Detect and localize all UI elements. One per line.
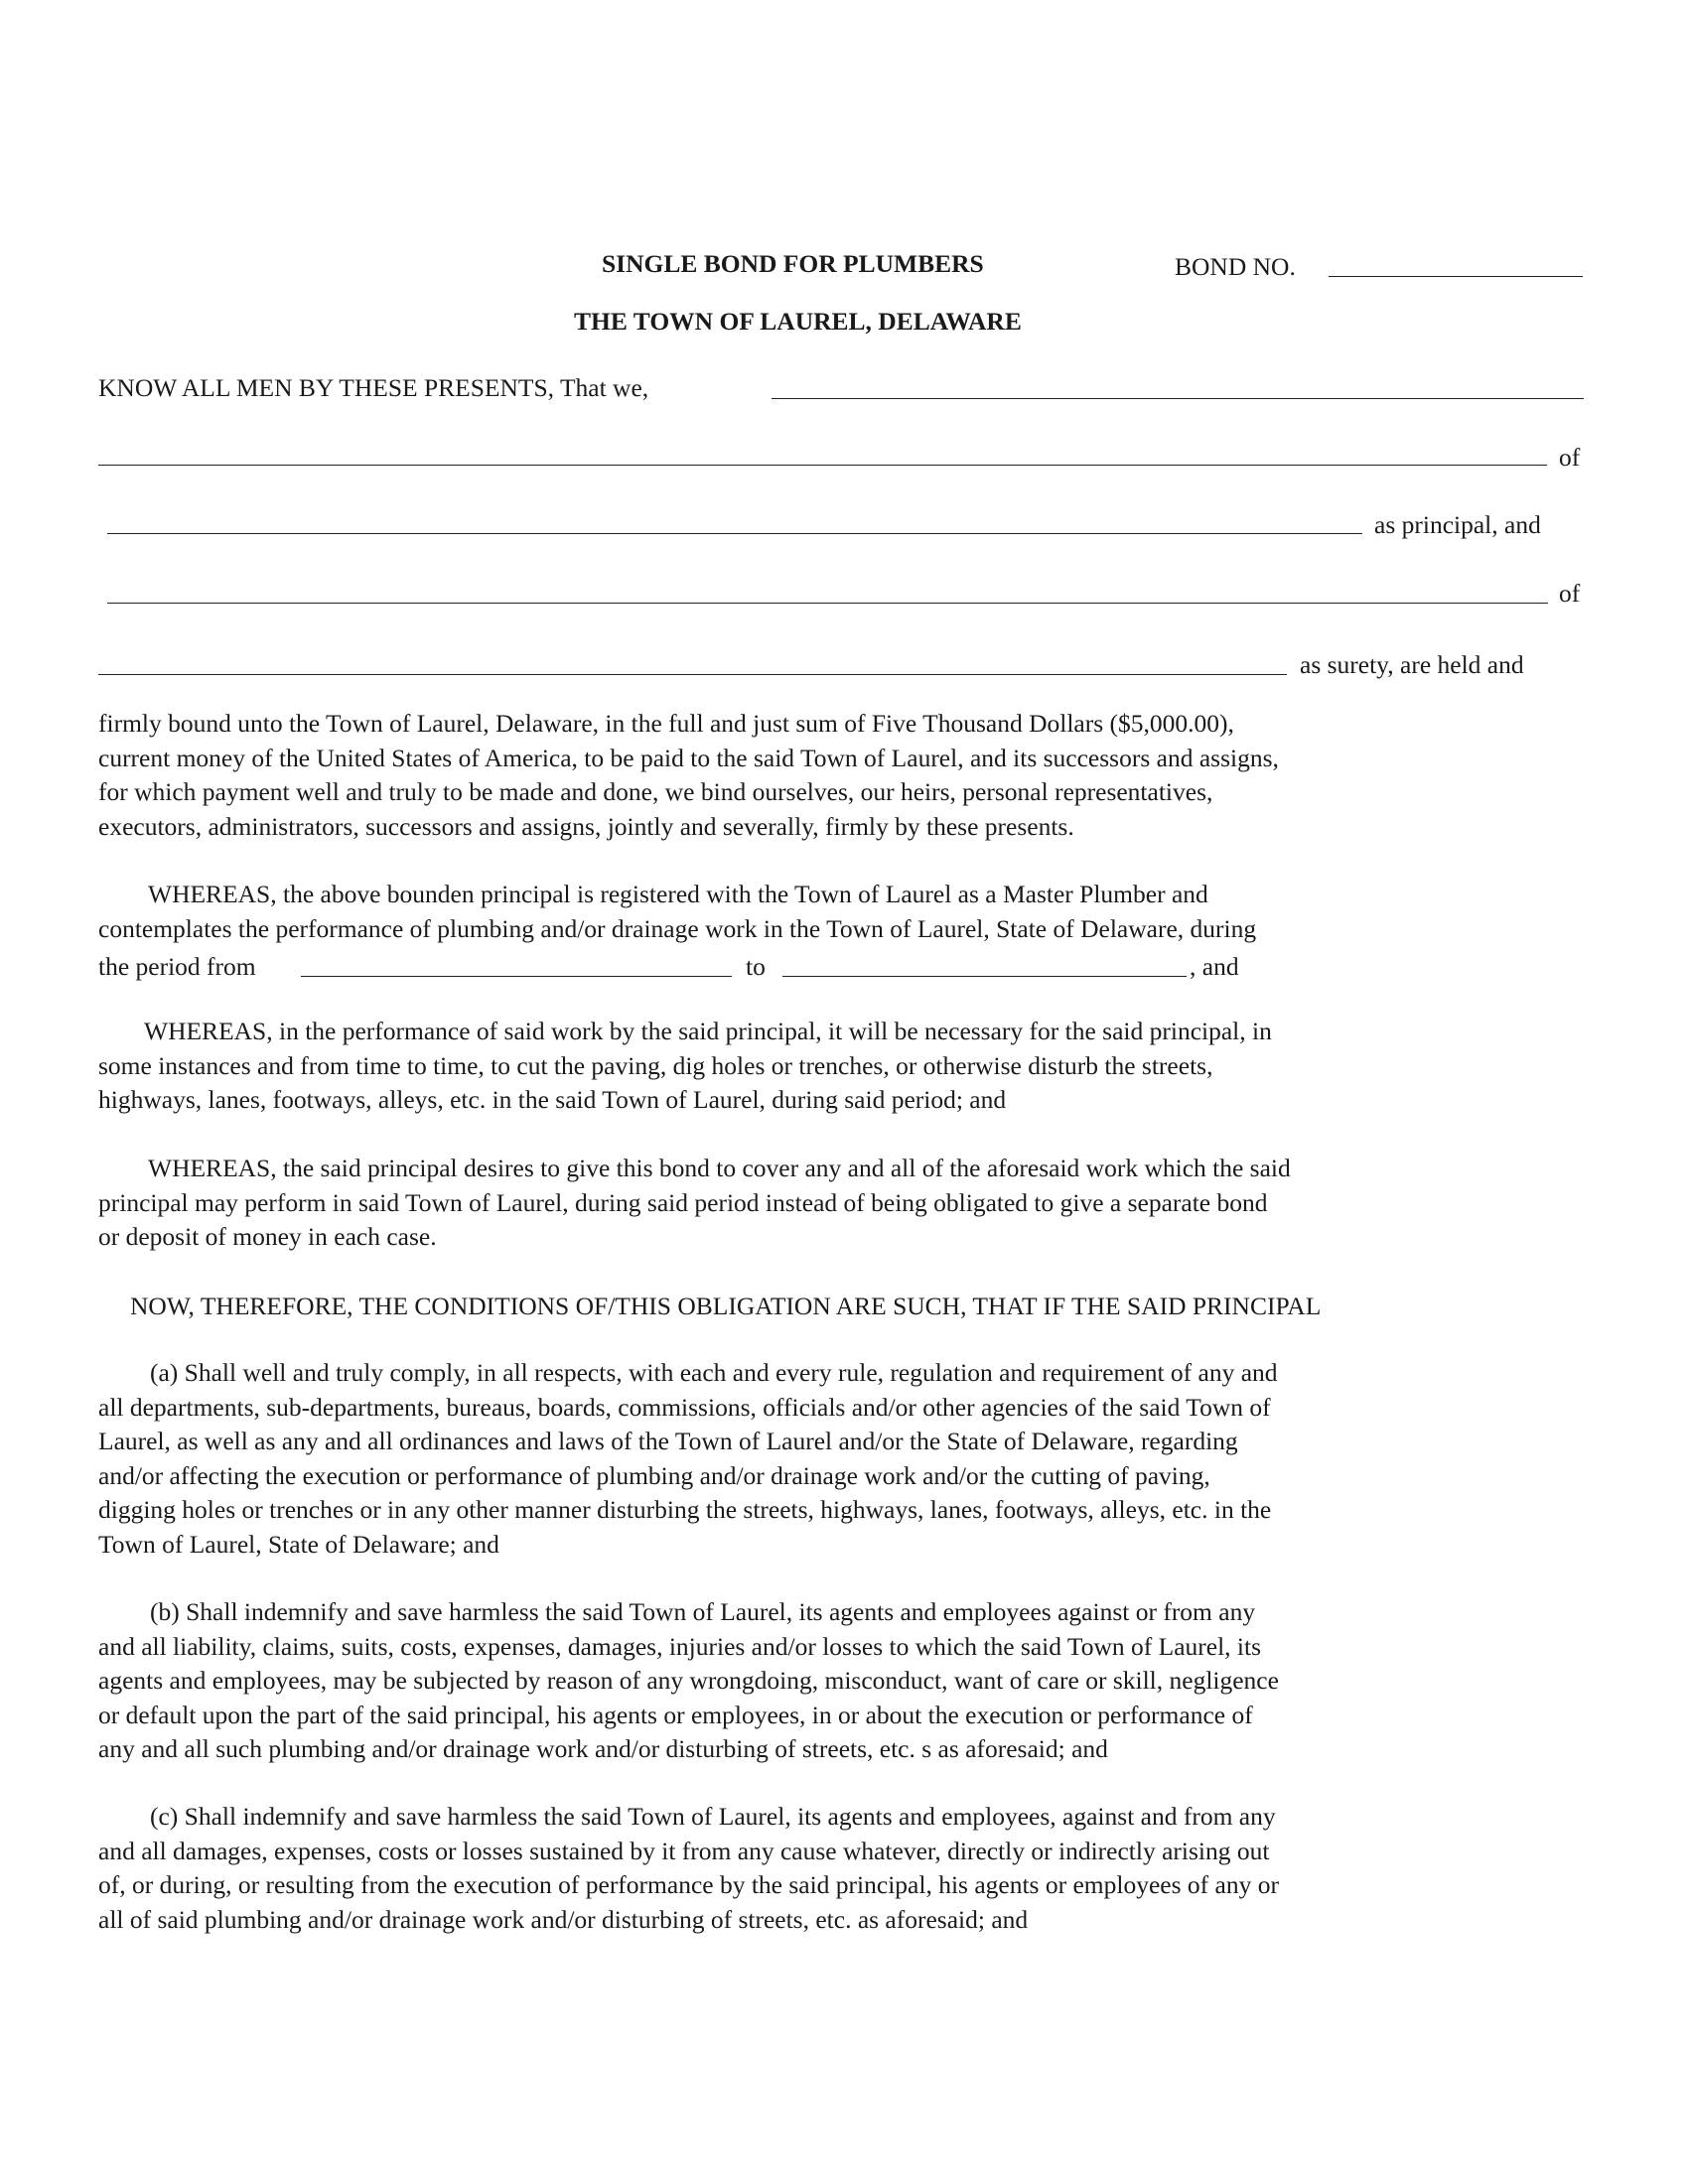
as-principal-label: as principal, and — [1374, 510, 1541, 539]
paragraph-line: highways, lanes, footways, alleys, etc. in the said Town of Laurel, during said period; and — [98, 1085, 1007, 1114]
principal-field-2[interactable] — [107, 533, 1362, 534]
document-title: SINGLE BOND FOR PLUMBERS — [602, 249, 984, 278]
paragraph-line: Laurel, as well as any and all ordinances and laws of the Town of Laurel and/or the State of Delaware, regarding — [98, 1427, 1238, 1455]
as-surety-label: as surety, are held and — [1300, 650, 1524, 679]
paragraph-line: current money of the United States of America, to be paid to the said Town of Laurel, and its successors and assigns, — [98, 743, 1279, 772]
period-and-label: , and — [1190, 952, 1239, 981]
whereas-registered — [98, 878, 1588, 946]
paragraph-line: and all liability, claims, suits, costs, expenses, damages, injuries and/or losses to which the said Town of Laurel, its — [98, 1631, 1262, 1661]
paragraph-line: some instances and from time to time, to cut the paving, dig holes or trenches, or otherwise disturb the streets, — [98, 1050, 1213, 1080]
paragraph-line: agents and employees, may be subjected by reason of any wrongdoing, misconduct, want of care or skill, negligence — [98, 1666, 1279, 1695]
paragraph-line: WHEREAS, in the performance of said work by the said principal, it will be necessary for the said principal, in — [144, 1017, 1272, 1045]
paragraph-bound-sum — [98, 707, 1588, 844]
paragraph-line: (a) Shall well and truly comply, in all respects, with each and every rule, regulation and requirement of any and — [150, 1358, 1278, 1387]
period-to-label: to — [746, 952, 766, 981]
paragraph-line: any and all such plumbing and/or drainage work and/or disturbing of streets, etc. s as aforesaid; and — [98, 1734, 1108, 1763]
paragraph-line: WHEREAS, the above bounden principal is registered with the Town of Laurel as a Master Plumber and — [148, 880, 1208, 908]
paragraph-line: Town of Laurel, State of Delaware; and — [98, 1529, 499, 1559]
condition-a — [98, 1356, 1588, 1562]
paragraph-line: (c) Shall indemnify and save harmless the said Town of Laurel, its agents and employees, against and from any — [150, 1802, 1276, 1831]
paragraph-line: executors, administrators, successors and assigns, jointly and severally, firmly by these presents. — [98, 811, 1074, 841]
paragraph-line: all of said plumbing and/or drainage work and/or disturbing of streets, etc. as aforesaid; and — [98, 1904, 1029, 1934]
document-subtitle: THE TOWN OF LAUREL, DELAWARE — [574, 307, 1022, 336]
principal-address-field[interactable] — [98, 465, 1547, 466]
surety-name-field[interactable] — [107, 603, 1548, 604]
paragraph-line: and/or affecting the execution or performance of plumbing and/or drainage work and/or the cutting of paving, — [98, 1460, 1210, 1490]
paragraph-line: of, or during, or resulting from the execution of performance by the said principal, his agents or employees of any or — [98, 1870, 1279, 1899]
condition-c — [98, 1800, 1588, 1937]
whereas-performance — [98, 1015, 1588, 1118]
of-label-1: of — [1559, 443, 1581, 472]
paragraph-line: contemplates the performance of plumbing and/or drainage work in the Town of Laurel, State of Delaware, during — [98, 913, 1257, 943]
period-from-label: the period from — [98, 952, 256, 981]
paragraph-line: digging holes or trenches or in any other manner disturbing the streets, highways, lanes, footways, alleys, etc. in the — [98, 1495, 1272, 1524]
paragraph-line: and all damages, expenses, costs or losses sustained by it from any cause whatever, directly or indirectly arising out — [98, 1836, 1270, 1865]
principal-name-field[interactable] — [772, 398, 1584, 399]
period-from-field[interactable] — [301, 976, 732, 977]
period-to-field[interactable] — [782, 976, 1187, 977]
bond-no-field[interactable] — [1329, 276, 1583, 277]
paragraph-line: principal may perform in said Town of Laurel, during said period instead of being obligated to give a separate bond — [98, 1187, 1268, 1217]
paragraph-line: all departments, sub-departments, bureaus, boards, commissions, officials and/or other agencies of the said Town of — [98, 1392, 1271, 1422]
now-therefore-heading: NOW, THEREFORE, THE CONDITIONS OF/THIS OBLIGATION ARE SUCH, THAT IF THE SAID PRINCIPAL — [130, 1292, 1322, 1320]
paragraph-line: for which payment well and truly to be made and done, we bind ourselves, our heirs, personal representatives, — [98, 777, 1213, 806]
condition-b — [98, 1595, 1588, 1767]
surety-address-field[interactable] — [98, 674, 1287, 675]
paragraph-line: or deposit of money in each case. — [98, 1222, 437, 1251]
paragraph-line: or default upon the part of the said principal, his agents or employees, in or about the execution or performance of — [98, 1700, 1253, 1729]
paragraph-line: (b) Shall indemnify and save harmless the said Town of Laurel, its agents and employees against or from any — [150, 1597, 1256, 1626]
paragraph-line: WHEREAS, the said principal desires to give this bond to cover any and all of the aforesaid work which the said — [148, 1154, 1291, 1182]
paragraph-line: firmly bound unto the Town of Laurel, Delaware, in the full and just sum of Five Thousand Dollars ($5,000.00), — [98, 709, 1234, 738]
intro-opening: KNOW ALL MEN BY THESE PRESENTS, That we, — [98, 373, 649, 402]
of-label-2: of — [1559, 579, 1581, 608]
whereas-desires — [98, 1152, 1588, 1255]
bond-no-label: BOND NO. — [1175, 252, 1296, 281]
